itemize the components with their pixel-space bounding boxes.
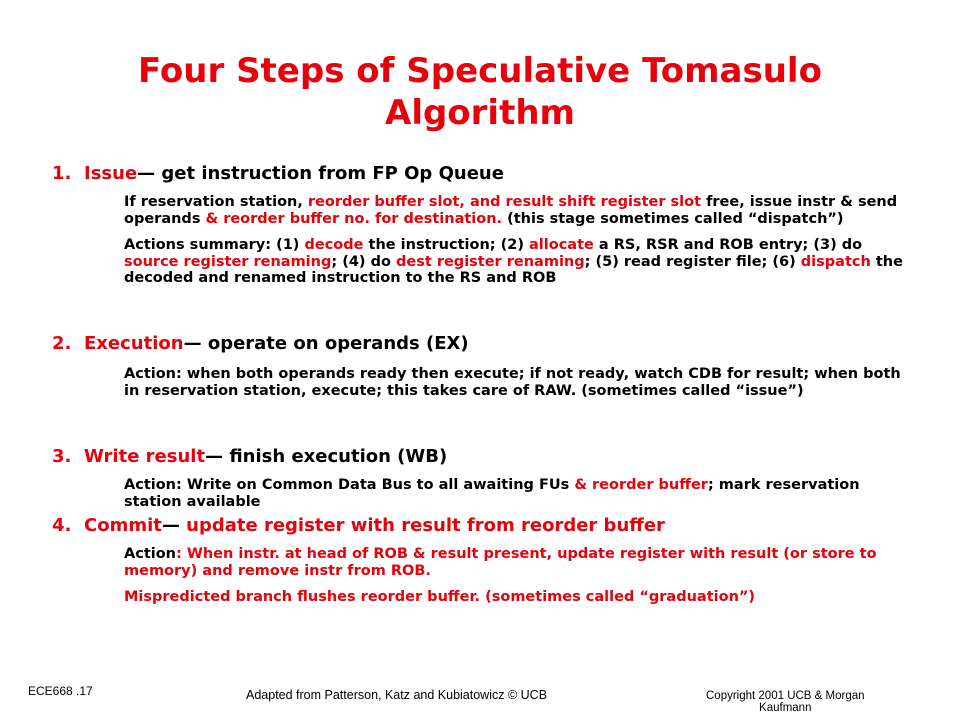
highlight-run: decode: [304, 237, 364, 253]
step-number: 3.: [52, 446, 72, 467]
step-dash: —: [161, 515, 180, 536]
step-description: update register with result from reorder buffer: [179, 515, 665, 536]
step-write-result: [52, 446, 912, 510]
copyright: [706, 690, 865, 714]
text-run: Action: Write on Common Data Bus to all awaiting FUs: [124, 477, 575, 493]
commit-paragraph: [124, 546, 904, 579]
step-dash: —: [183, 333, 202, 354]
highlight-run: source register renaming: [124, 253, 332, 270]
step-execution: [52, 333, 912, 399]
step-dash: —: [205, 446, 224, 467]
step-description: operate on operands (EX): [201, 333, 469, 354]
text-run: free, issue instr & send operands: [124, 194, 898, 227]
highlight-run: allocate: [529, 237, 594, 253]
slide-number: ECE668 .17: [28, 684, 93, 698]
text-run: Actions summary: (1): [124, 237, 305, 253]
text-run: ; mark reservation station available: [124, 477, 860, 510]
step-heading: [52, 446, 912, 468]
slide-title: [60, 50, 900, 134]
highlight-run: & reorder buffer: [574, 477, 708, 493]
highlight-run: & reorder buffer no. for destination.: [205, 210, 503, 227]
step-name: Write result: [84, 446, 206, 467]
issue-paragraph: [124, 194, 904, 227]
step-name: Commit: [84, 515, 162, 536]
step-dash: —: [137, 163, 156, 184]
step-commit: [52, 515, 912, 606]
write-result-paragraph: [124, 477, 904, 510]
attribution: Adapted from Patterson, Katz and Kubiatowicz © UCB: [246, 688, 548, 702]
text-run: Action: [124, 546, 177, 562]
highlight-run: dispatch: [800, 253, 871, 270]
title-line-1: Four Steps of Speculative Tomasulo: [138, 51, 822, 91]
actions-summary-paragraph: [124, 237, 904, 287]
text-run: the decoded and renamed instruction to the RS and ROB: [124, 253, 903, 286]
highlight-run: dest register renaming: [396, 253, 585, 270]
mispredicted-branch-paragraph: Mispredicted branch flushes reorder buffer. (sometimes called “graduation”): [124, 589, 756, 605]
step-description: get instruction from FP Op Queue: [155, 163, 504, 184]
highlight-run: : When instr. at head of ROB & result present, update register with result (or store to memory) and remove instr from ROB.: [124, 546, 877, 579]
step-number: 1.: [52, 163, 72, 184]
text-run: ; (4) do: [331, 253, 396, 270]
text-run: (this stage sometimes called “dispatch”): [502, 210, 844, 227]
step-heading: [52, 333, 912, 355]
text-run: If reservation station,: [124, 194, 308, 210]
step-number: 2.: [52, 333, 72, 354]
title-line-2: Algorithm: [385, 93, 575, 133]
step-heading: [52, 515, 912, 537]
step-heading: [52, 163, 912, 185]
step-name: Issue: [84, 163, 138, 184]
text-run: ; (5) read register file; (6): [584, 253, 801, 270]
step-number: 4.: [52, 515, 72, 536]
text-run: the instruction; (2): [363, 237, 530, 253]
copyright-line-1: Copyright 2001 UCB & Morgan: [706, 690, 865, 702]
text-run: a RS, RSR and ROB entry; (3) do: [593, 237, 863, 253]
step-name: Execution: [84, 333, 184, 354]
step-description: finish execution (WB): [223, 446, 448, 467]
execution-paragraph: Action: when both operands ready then execute; if not ready, watch CDB for result; when both in reservation station, execute; this takes care of RAW. (sometimes called “issue”): [124, 366, 901, 399]
copyright-line-2: Kaufmann: [759, 702, 812, 714]
highlight-run: reorder buffer slot, and result shift register slot: [307, 194, 702, 210]
step-issue: [52, 163, 912, 287]
